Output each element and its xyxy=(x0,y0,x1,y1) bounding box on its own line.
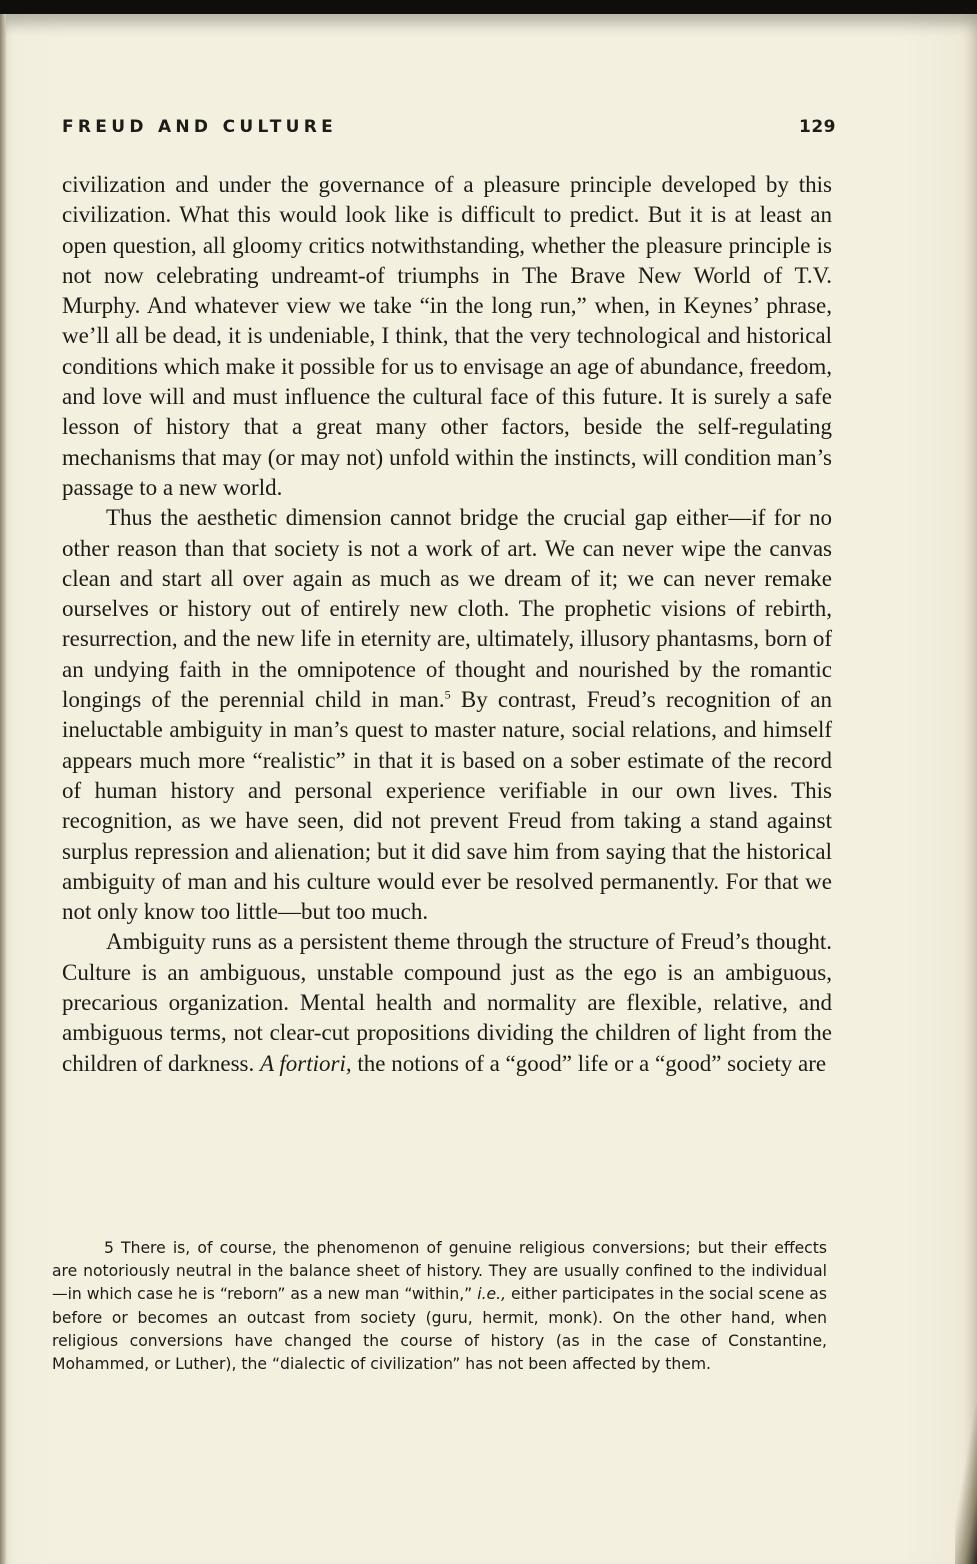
footnote-reference: 5 xyxy=(444,687,451,702)
footnote-number: 5 xyxy=(104,1239,114,1257)
footnote-text-a: There is, of course, the phenomenon of genuine religious conversions; but their effects are notoriously neutral in the balance sheet of history. They are usually confined to the individual—in which case he is “reborn” as a new man “within,” xyxy=(52,1239,827,1304)
body-text xyxy=(62,170,832,1079)
running-title: FREUD AND CULTURE xyxy=(62,117,338,137)
paragraph-2-text-b: By contrast, Freud’s recognition of an ineluctable ambiguity in man’s quest to master nature, social relations, and himself appears much more “realistic” in that it is based on a sober estimate of the record of human history and personal experience verifiable in our own lives. This recognition, as we have seen, did not prevent Freud from taking a stand against surplus repression and alienation; but it did save him from saying that the historical ambiguity of man and his culture would ever be resolved permanently. For that we not only know too little—but too much. xyxy=(62,687,833,925)
footnote-5 xyxy=(52,1237,827,1376)
running-head xyxy=(62,117,836,143)
paragraph-3-text-b: the notions of a “good” life or a “good” society are xyxy=(351,1050,827,1076)
paragraph-3-text-a: Ambiguity runs as a persistent theme through the structure of Freud’s thought. Culture is an ambiguous, unstable compound just as the ego is an ambiguous, precarious organization. Mental health and normality are flexible, relative, and ambiguous terms, not clear-cut propositions dividing the children of light from the children of darkness. xyxy=(62,929,832,1076)
page-corner-shadow xyxy=(955,1404,977,1564)
footnote-italic: i.e., xyxy=(477,1285,507,1304)
footnote xyxy=(52,1237,827,1376)
paragraph-1 xyxy=(62,170,832,503)
paragraph-2-text-a: Thus the aesthetic dimension cannot bridge the crucial gap either—if for no other reason than that society is not a work of art. We can never wipe the canvas clean and start all over again as much as we dream of it; we can never remake ourselves or history out of entirely new cloth. The prophetic visions of rebirth, resurrection, and the new life in eternity are, ultimately, illusory phantasms, born of an undying faith in the omnipotence of thought and nourished by the romantic longings of the perennial child in man. xyxy=(62,505,832,713)
page-number: 129 xyxy=(799,117,836,137)
footnote-text-b: either participates in the social scene as before or becomes an outcast from society (guru, hermit, monk). On the other hand, when religious conversions have changed the course of history (as in the case of Constantine, Mohammed, or Luther), the “dialectic of civilization” has not been affected by them. xyxy=(52,1285,827,1374)
page-binding-edge xyxy=(0,14,6,1564)
paragraph-3 xyxy=(62,927,832,1078)
paragraph-2 xyxy=(62,503,832,927)
paragraph-3-italic: A fortiori, xyxy=(260,1050,352,1076)
paragraph-1-text: civilization and under the governance of a pleasure principle developed by this civilization. What this would look like is difficult to predict. But it is at least an open question, all gloomy critics notwithstanding, whether the pleasure principle is not now celebrating undreamt-of triumphs in The Brave New World of T.V. Murphy. And whatever view we take “in the long run,” when, in Keynes’ phrase, we’ll all be dead, it is undeniable, I think, that the very technological and historical conditions which make it possible for us to envisage an age of abundance, freedom, and love will and must influence the cultural face of this future. It is surely a safe lesson of history that a great many other factors, beside the self-regulating mechanisms that may (or may not) unfold within the instincts, will condition man’s passage to a new world. xyxy=(62,172,832,500)
